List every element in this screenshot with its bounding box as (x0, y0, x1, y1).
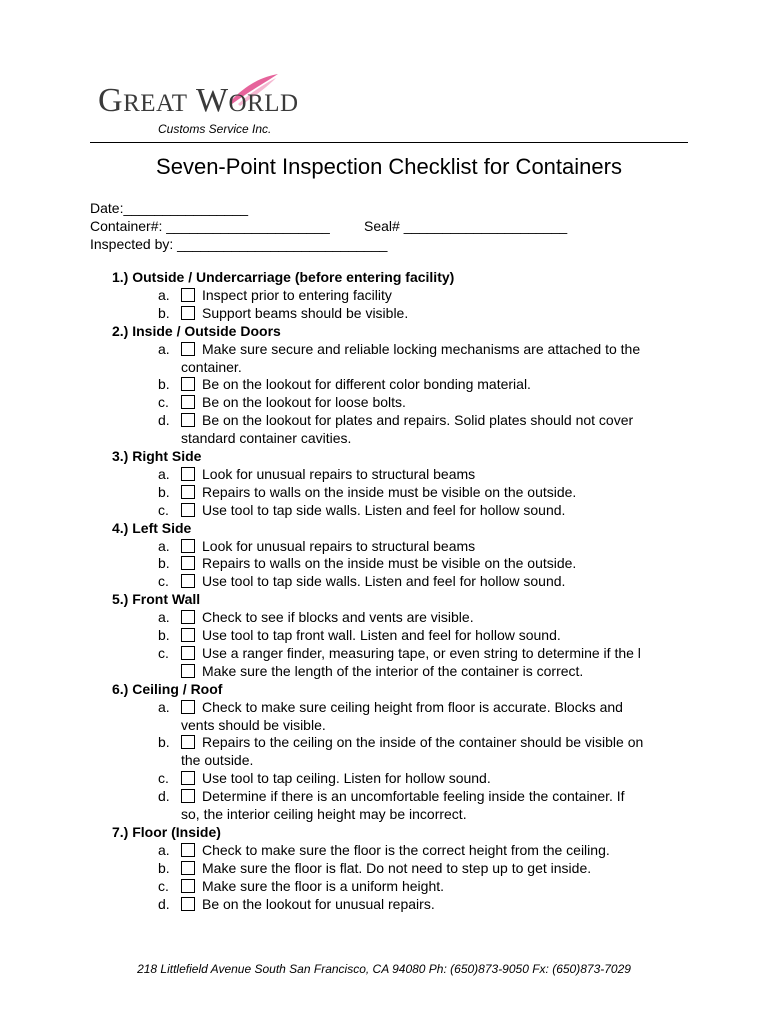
checklist-item (0, 878, 768, 896)
item-text-continuation: standard container cavities. (181, 430, 352, 447)
checklist-item (0, 645, 768, 663)
footer-address: 218 Littlefield Avenue South San Francisco, CA 94080 Ph: (650)873-9050 Fx: (650)873-7029 (137, 962, 631, 976)
checkbox[interactable] (181, 503, 195, 517)
checklist-item (0, 770, 768, 788)
checklist-item (0, 842, 768, 860)
checkbox[interactable] (181, 574, 195, 588)
item-text: Use a ranger finder, measuring tape, or even string to determine if the l (202, 644, 641, 661)
item-text: Be on the lookout for plates and repairs. Solid plates should not cover (202, 412, 634, 429)
checklist-item (0, 287, 768, 305)
checklist-item (0, 699, 768, 717)
svg-text:GREAT WORLD: GREAT WORLD (98, 82, 299, 119)
item-text: Repairs to the ceiling on the inside of the container should be visible on (202, 734, 644, 751)
item-text: Repairs to walls on the inside must be visible on the outside. (202, 555, 577, 572)
item-letter: d. (158, 788, 170, 805)
item-text: Check to make sure the floor is the correct height from the ceiling. (202, 841, 610, 858)
item-text: Check to see if blocks and vents are visible. (202, 609, 474, 626)
checklist-item (0, 609, 768, 627)
item-letter: b. (158, 859, 170, 876)
item-text-continuation: the outside. (181, 752, 254, 769)
checklist-item (0, 555, 768, 573)
checklist-item (0, 466, 768, 484)
checklist-item (0, 627, 768, 645)
checklist-item (0, 896, 768, 914)
checklist-item (0, 573, 768, 591)
checkbox[interactable] (181, 413, 195, 427)
checkbox[interactable] (181, 897, 195, 911)
checkbox[interactable] (181, 771, 195, 785)
checkbox[interactable] (181, 610, 195, 624)
checkbox[interactable] (181, 700, 195, 714)
item-letter: c. (158, 394, 169, 411)
item-text: Be on the lookout for unusual repairs. (202, 895, 435, 912)
item-text: Look for unusual repairs to structural beams (202, 537, 476, 554)
item-letter: c. (158, 501, 169, 518)
checkbox[interactable] (181, 485, 195, 499)
item-letter: b. (158, 627, 170, 644)
checklist-subitem (0, 663, 768, 681)
item-text: Use tool to tap side walls. Listen and feel for hollow sound. (202, 501, 566, 518)
section-title: 7.) Floor (Inside) (112, 824, 221, 840)
section-title: 3.) Right Side (112, 448, 202, 465)
checkbox[interactable] (181, 556, 195, 570)
item-text-continuation: container. (181, 358, 242, 375)
item-letter: b. (158, 483, 170, 500)
item-text: Use tool to tap side walls. Listen and feel for hollow sound. (202, 573, 566, 590)
item-letter: a. (158, 286, 170, 303)
checkbox[interactable] (181, 377, 195, 391)
item-letter: a. (158, 698, 170, 715)
checkbox[interactable] (181, 664, 195, 678)
checkbox[interactable] (181, 879, 195, 893)
checklist-item (0, 788, 768, 806)
checkbox[interactable] (181, 342, 195, 356)
checkbox[interactable] (181, 288, 195, 302)
item-text: Inspect prior to entering facility (202, 286, 392, 303)
checklist-item (0, 860, 768, 878)
item-letter: b. (158, 304, 170, 321)
section-title: 1.) Outside / Undercarriage (before entering facility) (112, 269, 455, 285)
item-text: Look for unusual repairs to structural beams (202, 465, 476, 482)
logo-subtitle: Customs Service Inc. (158, 122, 272, 136)
checklist-item (0, 502, 768, 520)
item-text: Make sure the floor is flat. Do not need to step up to get inside. (202, 859, 592, 876)
item-letter: a. (158, 465, 170, 482)
item-text-continuation: so, the interior ceiling height may be incorrect. (181, 806, 467, 823)
item-text: Make sure secure and reliable locking mechanisms are attached to the (202, 340, 641, 357)
document-title: Seven-Point Inspection Checklist for Containers (156, 154, 622, 179)
inspected-by-field[interactable]: Inspected by: ___________________________ (90, 236, 388, 252)
item-letter: c. (158, 877, 169, 894)
item-letter: c. (158, 644, 169, 661)
item-letter: b. (158, 376, 170, 393)
checkbox[interactable] (181, 306, 195, 320)
item-letter: a. (158, 537, 170, 554)
checklist-item (0, 394, 768, 412)
item-text: Repairs to walls on the inside must be visible on the outside. (202, 483, 577, 500)
section-title: 4.) Left Side (112, 519, 192, 536)
section-title: 5.) Front Wall (112, 591, 201, 608)
section-title: 2.) Inside / Outside Doors (112, 322, 281, 339)
checkbox[interactable] (181, 467, 195, 481)
checklist-item (0, 376, 768, 394)
date-field[interactable]: Date:________________ (90, 200, 249, 216)
item-text: Make sure the length of the interior of the container is correct. (202, 662, 584, 679)
item-text: Use tool to tap front wall. Listen and feel for hollow sound. (202, 627, 561, 644)
item-text: Be on the lookout for loose bolts. (202, 394, 406, 411)
item-letter: a. (158, 340, 170, 357)
checklist-item (0, 734, 768, 752)
item-letter: d. (158, 412, 170, 429)
item-letter: c. (158, 573, 169, 590)
checkbox[interactable] (181, 628, 195, 642)
item-text: Make sure the floor is a uniform height. (202, 877, 445, 894)
item-letter: d. (158, 895, 170, 912)
checklist-sections (0, 269, 768, 914)
checklist-item (0, 412, 768, 430)
item-text: Support beams should be visible. (202, 304, 409, 321)
checkbox[interactable] (181, 646, 195, 660)
item-letter: a. (158, 609, 170, 626)
company-logo (98, 74, 298, 138)
item-text-continuation: vents should be visible. (181, 716, 326, 733)
item-text: Check to make sure ceiling height from floor is accurate. Blocks and (202, 698, 623, 715)
checkbox[interactable] (181, 395, 195, 409)
item-letter: c. (158, 770, 169, 787)
checkbox[interactable] (181, 843, 195, 857)
checkbox[interactable] (181, 861, 195, 875)
seal-number-field[interactable]: Seal# _____________________ (364, 218, 568, 234)
checkbox[interactable] (181, 735, 195, 749)
item-text: Determine if there is an uncomfortable feeling inside the container. If (202, 788, 625, 805)
item-letter: b. (158, 734, 170, 751)
checklist-item (0, 305, 768, 323)
checkbox[interactable] (181, 539, 195, 553)
item-letter: a. (158, 841, 170, 858)
container-number-field[interactable]: Container#: _____________________ (90, 218, 330, 234)
section-title: 6.) Ceiling / Roof (112, 680, 223, 697)
item-text: Be on the lookout for different color bonding material. (202, 376, 531, 393)
item-letter: b. (158, 555, 170, 572)
checkbox[interactable] (181, 789, 195, 803)
great-world-logo-mark (98, 74, 298, 120)
checklist-item (0, 484, 768, 502)
checklist-item (0, 538, 768, 556)
item-text: Use tool to tap ceiling. Listen for hollow sound. (202, 770, 491, 787)
header-rule (90, 142, 688, 143)
checklist-item (0, 341, 768, 359)
